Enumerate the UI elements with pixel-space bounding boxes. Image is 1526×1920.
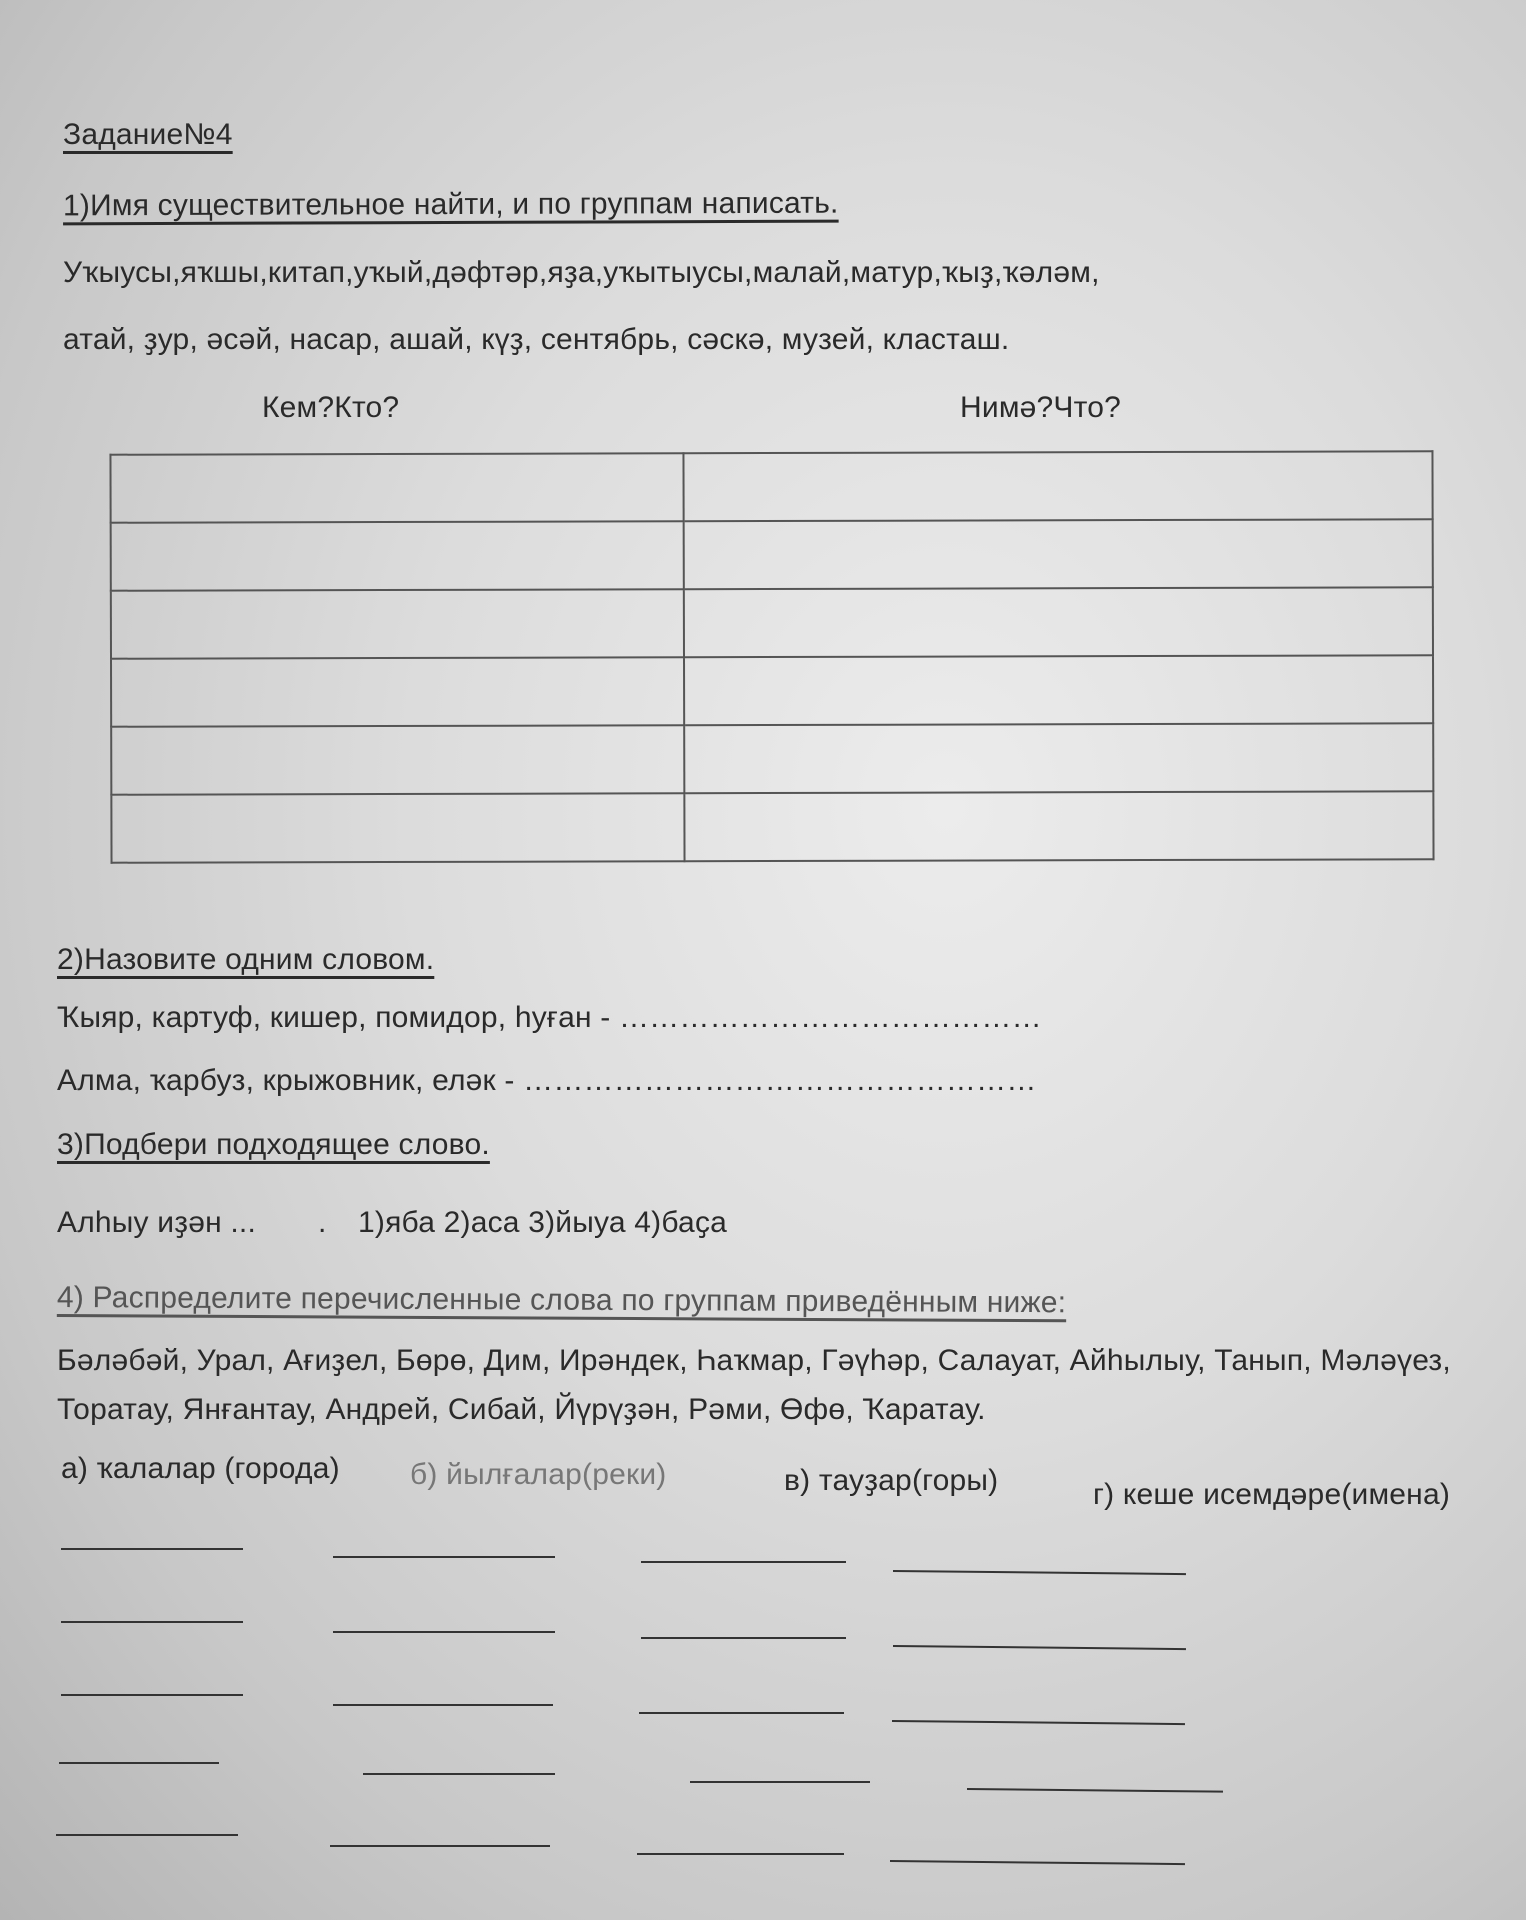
answer-line[interactable] — [641, 1637, 846, 1639]
task3-question: Алһыу иҙән ... — [57, 1206, 257, 1239]
task4-words-line1: Бәләбәй, Урал, Ағиҙел, Бөрө, Дим, Ирәндек, Һаҡмар, Гәүһәр, Салауат, Айһылыу, Танып, Мәләүез, — [57, 1344, 1451, 1377]
group-a-label: а) ҡалалар (города) — [61, 1452, 340, 1485]
table-row — [111, 791, 1433, 862]
task1-words-line2: атай, ҙур, әсәй, насар, ашай, күҙ, сентябрь, сәскә, музей, класташ. — [63, 323, 1010, 356]
table-row — [111, 723, 1433, 794]
task2-line2: Алма, ҡарбуз, крыжовник, еләк - …………………………………………… — [57, 1064, 1037, 1097]
group-b-label: б) йылғалар(реки) — [410, 1458, 667, 1491]
task2-heading: 2)Назовите одним словом. — [57, 943, 435, 976]
task1-words-line1: Уҡыусы,яҡшы,китап,уҡый,дәфтәр,яҙа,уҡытыусы,малай,матур,ҡыҙ,ҡәләм, — [63, 256, 1100, 289]
table-cell[interactable] — [111, 521, 684, 590]
answer-line[interactable] — [333, 1556, 555, 1558]
task1-heading: 1)Имя существительное найти, и по группам написать. — [62, 186, 839, 223]
task3-dot: . — [318, 1206, 327, 1239]
task4-heading: 4) Распределите перечисленные слова по группам приведённым ниже: — [56, 1281, 1067, 1320]
page-title: Задание№4 — [63, 118, 233, 151]
answer-line[interactable] — [61, 1548, 243, 1550]
answer-line[interactable] — [56, 1834, 238, 1836]
col-header-left: Кем?Кто? — [262, 391, 400, 424]
table-cell[interactable] — [684, 655, 1433, 725]
table-row — [110, 451, 1432, 522]
answer-line[interactable] — [639, 1712, 844, 1714]
table-cell[interactable] — [684, 519, 1433, 589]
table-cell[interactable] — [111, 589, 684, 658]
answer-line[interactable] — [690, 1781, 870, 1783]
answer-line[interactable] — [893, 1570, 1186, 1575]
answer-line[interactable] — [641, 1561, 846, 1563]
answer-line[interactable] — [61, 1694, 243, 1696]
answer-line[interactable] — [333, 1631, 555, 1633]
group-g-label: г) кеше исемдәре(имена) — [1093, 1478, 1451, 1511]
task4-words-line2: Торатау, Янғантау, Андрей, Сибай, Йүрүҙән, Рәми, Өфө, Ҡаратау. — [57, 1393, 986, 1426]
col-header-right: Нимә?Что? — [960, 391, 1121, 424]
answer-line[interactable] — [967, 1788, 1223, 1793]
table-row — [111, 655, 1433, 726]
group-v-label: в) тауҙар(горы) — [784, 1464, 999, 1497]
table-cell[interactable] — [111, 725, 684, 794]
answer-line[interactable] — [637, 1853, 844, 1855]
answer-line[interactable] — [892, 1720, 1185, 1725]
table-cell[interactable] — [684, 587, 1433, 657]
answer-table — [109, 450, 1434, 863]
answer-line[interactable] — [333, 1704, 553, 1706]
table-cell[interactable] — [683, 451, 1432, 521]
answer-line[interactable] — [890, 1860, 1185, 1865]
table-row — [111, 587, 1433, 658]
table-cell[interactable] — [684, 791, 1433, 861]
answer-line[interactable] — [330, 1845, 550, 1847]
table-cell[interactable] — [111, 793, 684, 862]
table-cell[interactable] — [684, 723, 1433, 793]
answer-line[interactable] — [363, 1773, 555, 1775]
task3-heading: 3)Подбери подходящее слово. — [57, 1128, 490, 1161]
table-cell[interactable] — [111, 657, 684, 726]
answer-line[interactable] — [893, 1645, 1186, 1650]
answer-line[interactable] — [59, 1762, 219, 1764]
table-cell[interactable] — [110, 453, 683, 522]
task2-line1: Ҡыяр, картуф, кишер, помидор, һуған - …………………………………… — [57, 1001, 1042, 1034]
answer-line[interactable] — [61, 1621, 243, 1623]
table-row — [111, 519, 1433, 590]
task3-options: 1)яба 2)аса 3)йыуа 4)баҫа — [358, 1206, 728, 1239]
